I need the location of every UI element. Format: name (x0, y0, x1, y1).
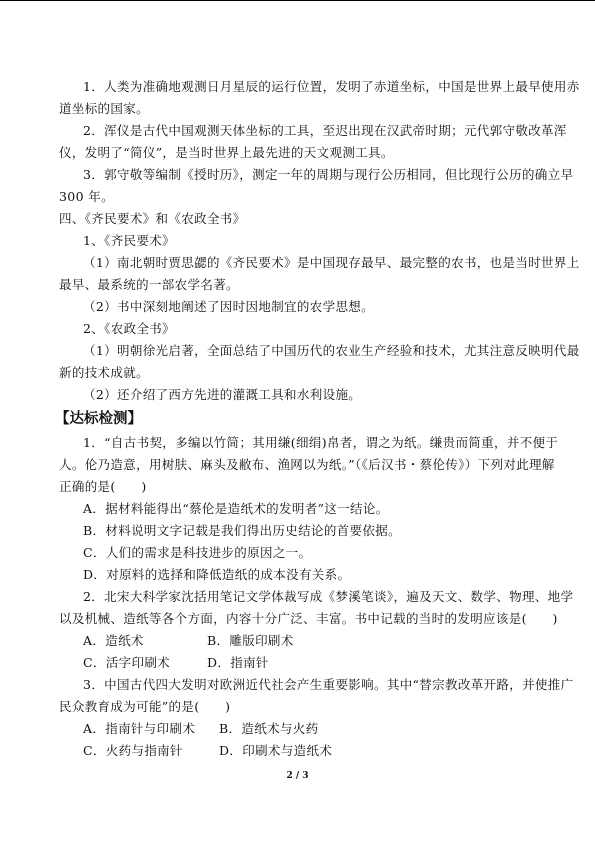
paragraph-line: 最早、最系统的一部农学名著。 (59, 277, 239, 292)
quiz-heading: 【达标检测】 (55, 411, 142, 427)
question-2-line: 2．北宋大科学家沈括用笔记文学体裁写成《梦溪笔谈》，遍及天文、数学、物理、地学 (83, 589, 574, 604)
question-1-line: 人。伦乃造意，用树肤、麻头及敝布、渔网以为纸。”（《后汉书・蔡伦传》）下列对此理解 (59, 457, 555, 472)
page-number: 2 / 3 (286, 771, 309, 781)
question-1-option-a: A．据材料能得出“蔡伦是造纸术的发明者”这一结论。 (83, 501, 389, 516)
document-page (55, 76, 580, 762)
top-rule (0, 0, 595, 1)
question-3-option-b: B．造纸术与火药 (219, 721, 319, 736)
question-3-option-d: D．印刷术与造纸术 (219, 743, 333, 758)
paragraph-line: 新的技术成就。 (59, 365, 149, 380)
paragraph-line: （1）南北朝时贾思勰的《齐民要术》是中国现存最早、最完整的农书，也是当时世界上 (83, 255, 580, 270)
paragraph-line: （2）书中深刻地阐述了因时因地制宜的农学思想。 (83, 299, 375, 314)
question-1-option-c: C．人们的需求是科技进步的原因之一。 (83, 545, 312, 560)
question-2-options-row (59, 630, 543, 652)
paragraph-line: 1．人类为准确地观测日月星辰的运行位置，发明了赤道坐标，中国是世界上最早使用赤 (83, 79, 580, 94)
question-3-line: 3．中国古代四大发明对欧洲近代社会产生重要影响。其中“替宗教改革开路，并使推广 (83, 677, 574, 692)
question-3-option-a: A．指南针与印刷术 (83, 721, 196, 736)
question-2-option-a: A．造纸术 (83, 633, 144, 648)
question-2-option-c: C．活字印刷术 (83, 655, 171, 670)
question-1-line: 正确的是( ) (59, 479, 147, 494)
question-2-option-d: D．指南针 (207, 655, 269, 670)
question-3-option-c: C．火药与指南针 (83, 743, 183, 758)
question-2-option-b: B．雕版印刷术 (207, 633, 294, 648)
paragraph-line: 道坐标的国家。 (59, 101, 149, 116)
question-1-option-d: D．对原料的选择和降低造纸的成本没有关系。 (83, 567, 351, 582)
paragraph-line: 3．郭守敬等编制《授时历》，测定一年的周期与现行公历相同，但比现行公历的确立早 (83, 167, 574, 182)
subsection-title: 2、《农政全书》 (83, 321, 176, 336)
subsection-title: 1、《齐民要术》 (83, 233, 176, 248)
paragraph-line: 仪，发明了“简仪”，是当时世界上最先进的天文观测工具。 (59, 145, 394, 160)
section-title: 四、《齐民要术》和《农政全书》 (59, 211, 246, 226)
paragraph-line: 2．浑仪是古代中国观测天体坐标的工具，至迟出现在汉武帝时期；元代郭守敬改革浑 (83, 123, 567, 138)
paragraph-line: （2）还介绍了西方先进的灌溉工具和水利设施。 (83, 387, 362, 402)
paragraph-line: 300 年。 (59, 189, 114, 204)
question-1-line: 1．“自古书契，多编以竹简；其用缣(细绢)帛者，谓之为纸。缣贵而简重，并不便于 (83, 435, 559, 450)
question-3-options-row (59, 718, 543, 740)
question-1-option-b: B．材料说明文字记载是我们得出历史结论的首要依据。 (83, 523, 401, 538)
paragraph-line: （1）明朝徐光启著，全面总结了中国历代的农业生产经验和技术，尤其注意反映明代最 (83, 343, 580, 358)
question-2-options-row (59, 652, 543, 674)
question-3-options-row (59, 740, 543, 762)
question-3-line: 民众教育成为可能”的是( ) (59, 699, 231, 714)
question-2-line: 以及机械、造纸等各个方面，内容十分广泛、丰富。书中记载的当时的发明应该是( ) (59, 611, 558, 626)
